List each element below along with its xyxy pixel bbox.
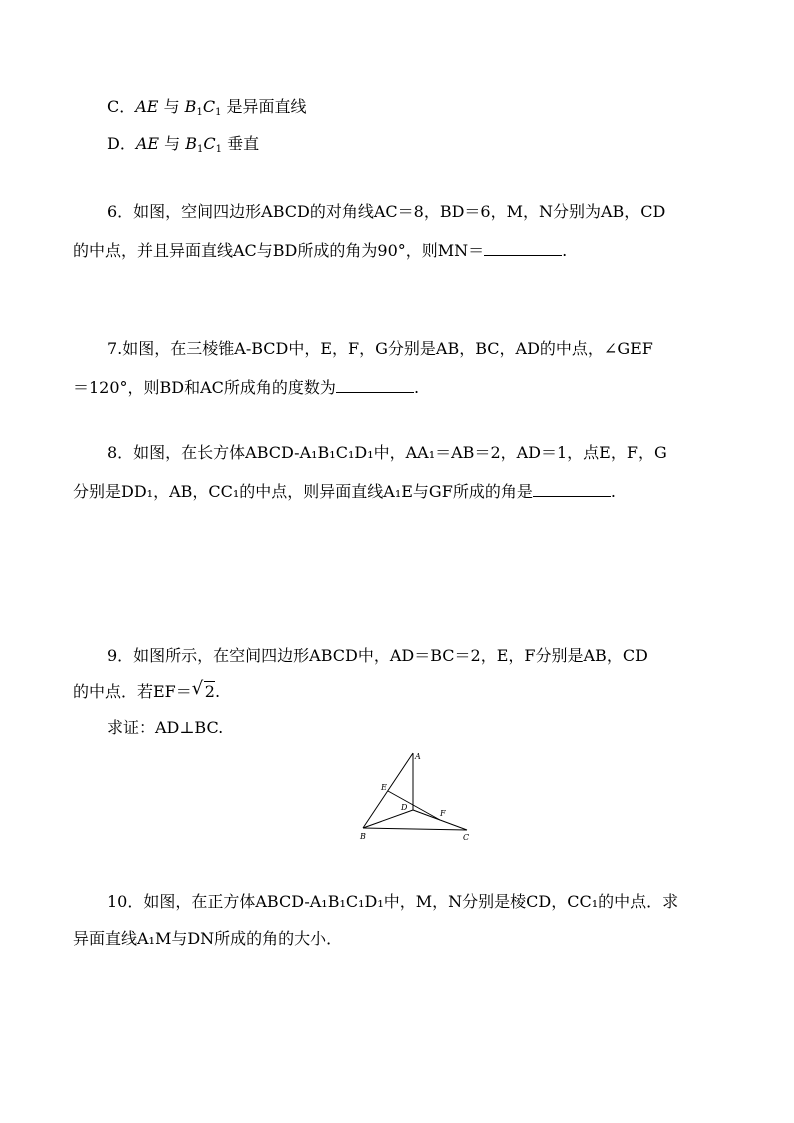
q10-line2: 异面直线A₁M与DN所成的角的大小．	[73, 929, 343, 948]
option-d-label: D．	[107, 134, 136, 153]
option-c	[107, 96, 307, 118]
q6-line2	[73, 240, 567, 262]
q9-line2-text: 的中点．若EF＝	[73, 682, 192, 701]
label-d: D	[401, 803, 408, 812]
edge-bd	[363, 810, 413, 828]
label-e: E	[381, 783, 387, 792]
edge-bc	[363, 828, 467, 830]
q9-line3: 求证：AD⊥BC.	[107, 718, 224, 737]
option-d-rest: 垂直	[222, 134, 260, 153]
option-d-sub1: 1	[197, 144, 204, 155]
q6-line1: 6．如图，空间四边形ABCD的对角线AC＝8，BD＝6，M，N分别为AB，CD	[107, 202, 666, 221]
option-c-b: B	[184, 97, 197, 116]
option-d-ae: AE	[135, 134, 160, 153]
q7-line1: 7.如图，在三棱锥A-BCD中，E，F，G分别是AB，BC，AD的中点，∠GEF	[107, 339, 653, 358]
q7-line2-text: ＝120°，则BD和AC所成角的度数为	[73, 378, 336, 397]
label-f: F	[440, 809, 446, 818]
q8-line1: 8．如图，在长方体ABCD-A₁B₁C₁D₁中，AA₁＝AB＝2，AD＝1，点E，F，G	[107, 443, 667, 462]
q6-line2-end: .	[562, 241, 568, 260]
option-c-sub2: 1	[215, 107, 222, 118]
sqrt-radical: √	[191, 678, 204, 699]
q8-answer-blank[interactable]	[533, 482, 611, 497]
segment-ef	[388, 791, 440, 820]
option-d-conj: 与	[159, 134, 186, 153]
q9-line2	[73, 678, 221, 703]
label-a: A	[415, 752, 421, 761]
option-c-rest: 是异面直线	[221, 97, 307, 116]
q8-line2-end: .	[610, 482, 616, 501]
q10-line1: 10．如图，在正方体ABCD-A₁B₁C₁D₁中，M，N分别是棱CD，CC₁的中点．求	[107, 892, 679, 911]
option-d-b: B	[185, 134, 198, 153]
option-c-conj: 与	[158, 97, 185, 116]
edge-ab	[363, 753, 413, 828]
q9-line1: 9．如图所示，在空间四边形ABCD中，AD＝BC＝2，E，F分别是AB，CD	[107, 646, 648, 665]
q7-answer-blank[interactable]	[336, 378, 414, 393]
q9-line2-end: .	[214, 682, 221, 701]
sqrt-two	[191, 678, 215, 703]
label-c: C	[463, 833, 470, 842]
option-d	[107, 133, 259, 155]
q7-line2-end: .	[413, 378, 420, 397]
q8-line2	[73, 481, 616, 503]
option-c-ae: AE	[135, 97, 159, 116]
option-c-label: C．	[107, 97, 136, 116]
option-d-c: C	[203, 134, 216, 153]
q8-line2-text: 分别是DD₁，AB，CC₁的中点，则异面直线A₁E与GF所成的角是	[73, 482, 533, 501]
tetrahedron-figure	[355, 750, 480, 845]
q6-line2-text: 的中点，并且异面直线AC与BD所成的角为90°，则MN＝	[73, 241, 485, 260]
option-c-sub1: 1	[196, 107, 203, 118]
q7-line2	[73, 377, 419, 399]
sqrt-value: 2	[204, 682, 215, 701]
label-b: B	[360, 832, 366, 841]
option-c-c: C	[202, 97, 216, 116]
option-d-sub2: 1	[215, 144, 223, 155]
q6-answer-blank[interactable]	[484, 241, 562, 256]
